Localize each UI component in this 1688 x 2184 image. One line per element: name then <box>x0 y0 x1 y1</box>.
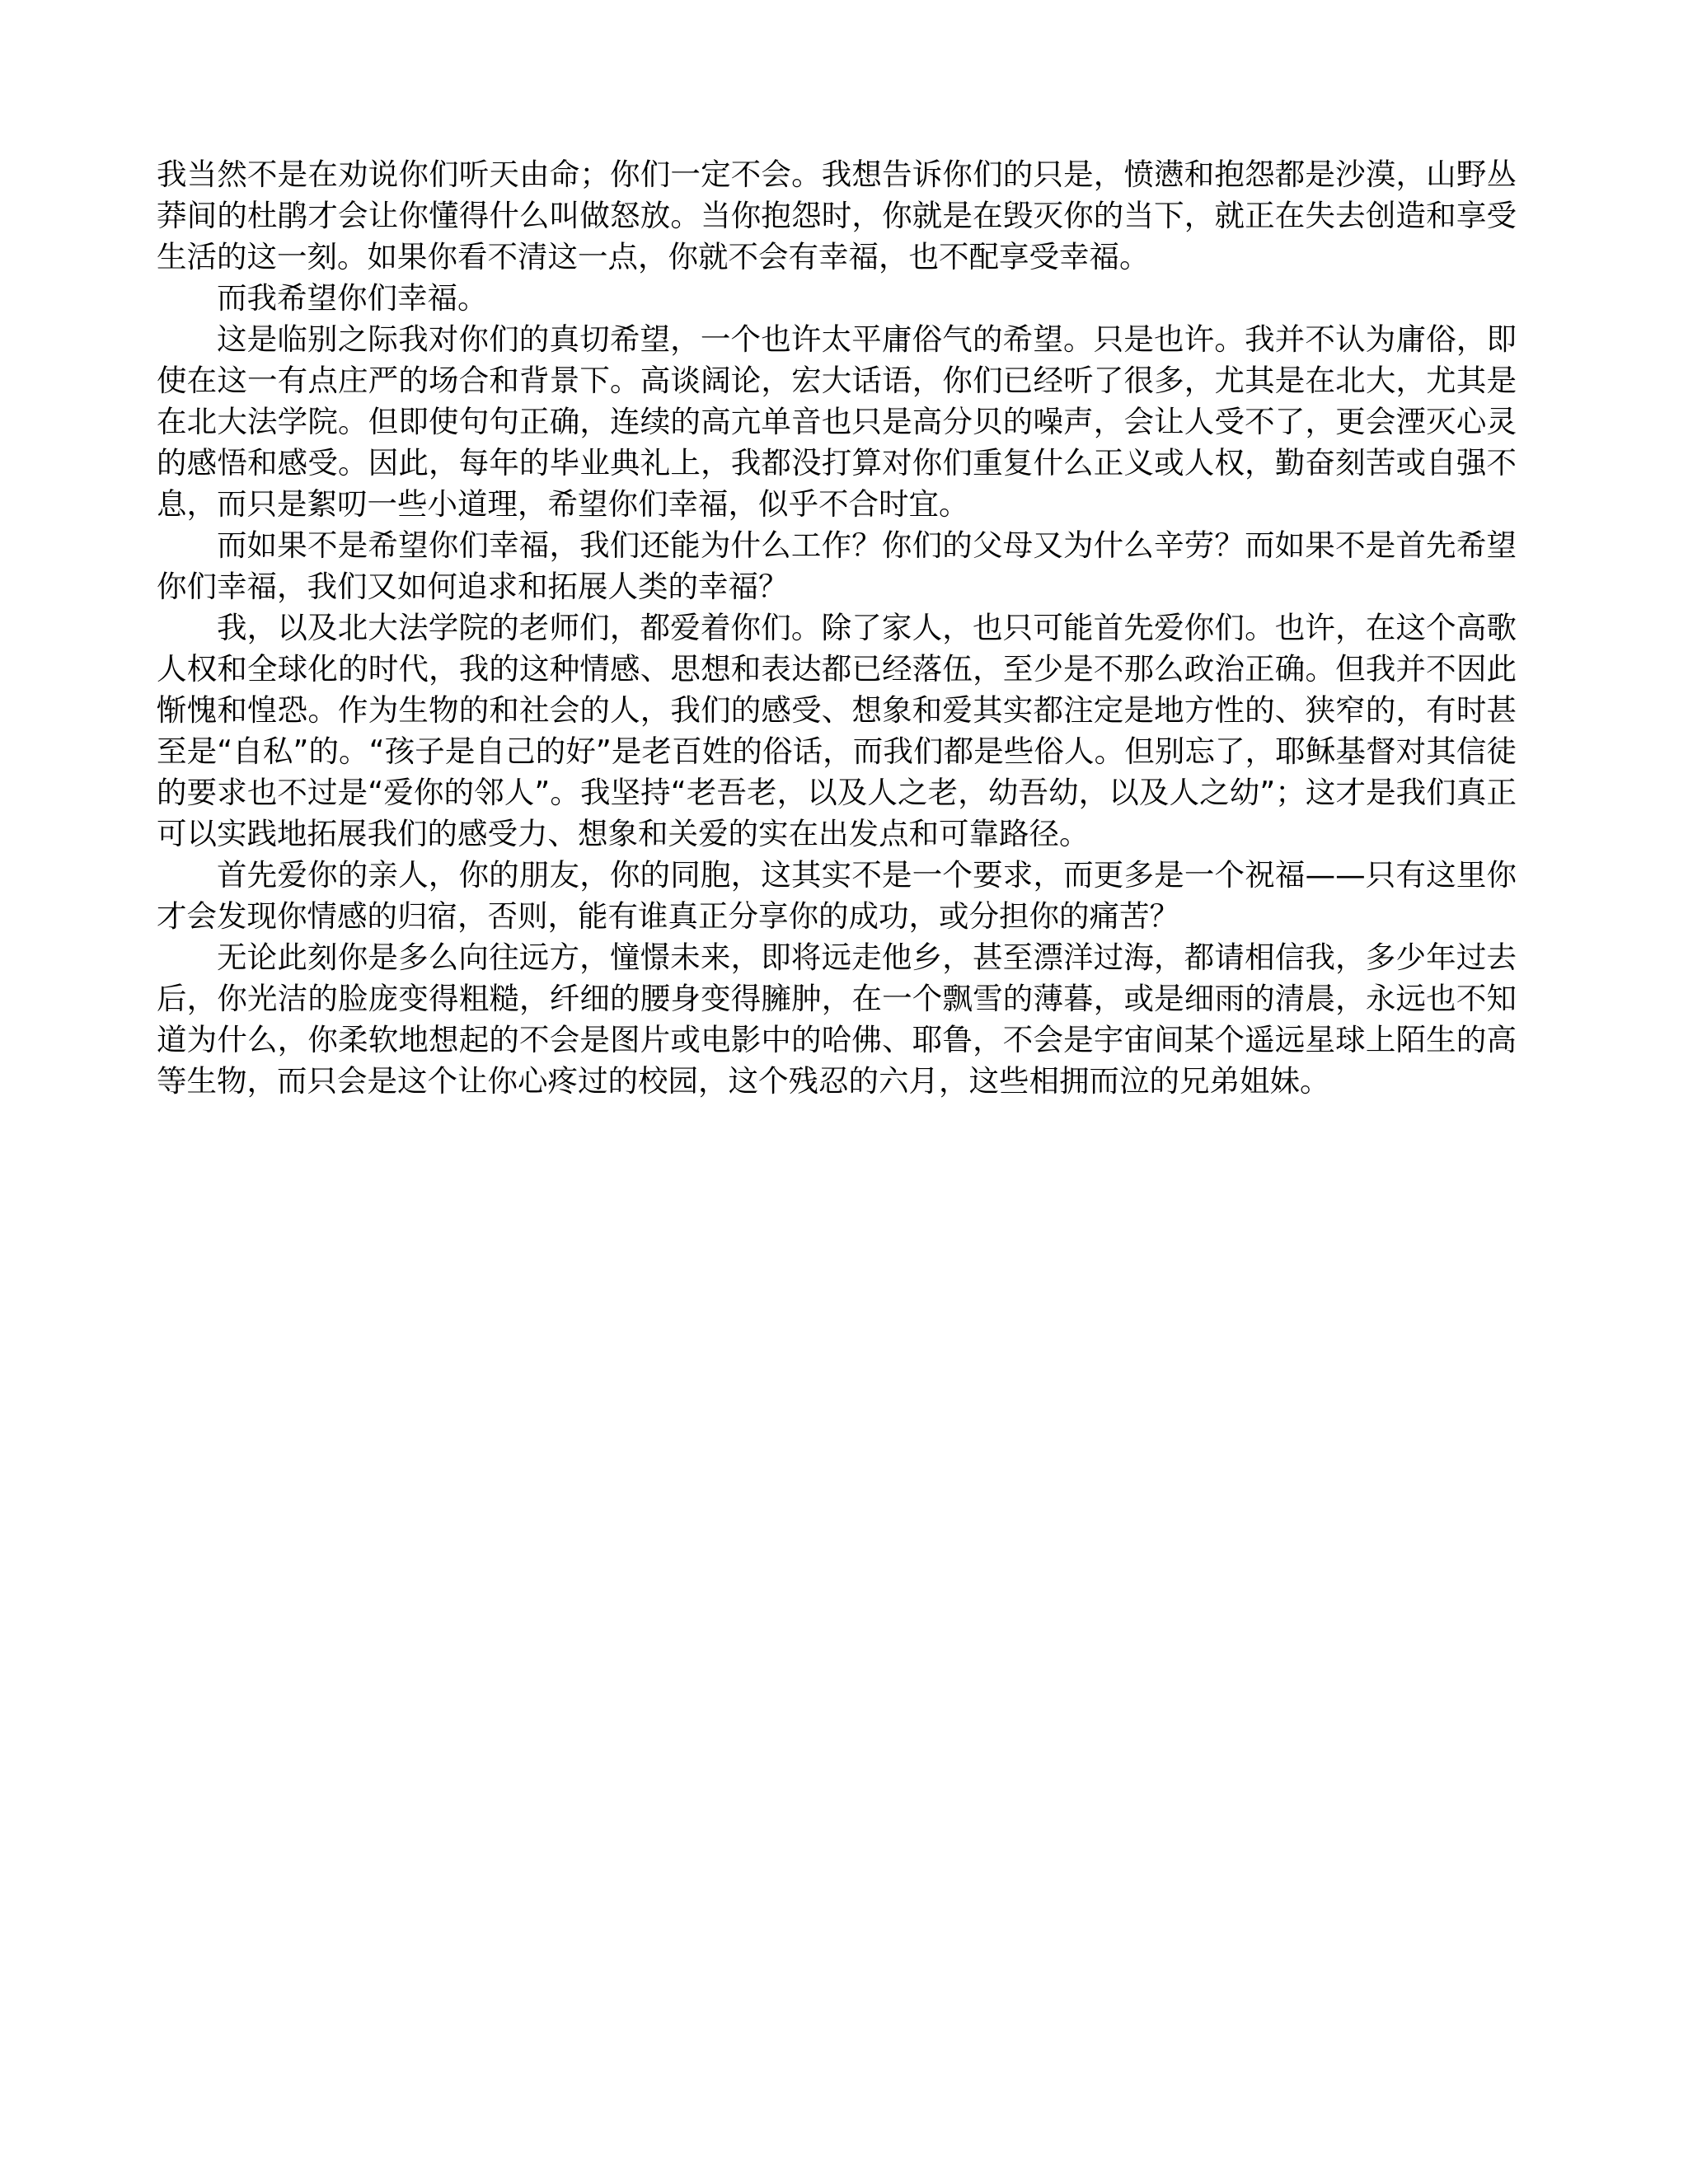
paragraph-5: 我，以及北大法学院的老师们，都爱着你们。除了家人，也只可能首先爱你们。也许，在这个高歌人权和全球化的时代，我的这种情感、思想和表达都已经落伍，至少是不那么政治正确。但我并不因此惭愧和惶恐。作为生物的和社会的人，我们的感受、想象和爱其实都注定是地方性的、狭窄的，有时甚至是“自私”的。“孩子是自己的好”是老百姓的俗话，而我们都是些俗人。但别忘了，耶稣基督对其信徒的要求也不过是“爱你的邻人”。我坚持“老吾老，以及人之老，幼吾幼，以及人之幼”；这才是我们真正可以实践地拓展我们的感受力、想象和关爱的实在出发点和可靠路径。 <box>157 610 1517 851</box>
paragraph-7: 无论此刻你是多么向往远方，憧憬未来，即将远走他乡，甚至漂洋过海，都请相信我，多少年过去后，你光洁的脸庞变得粗糙，纤细的腰身变得臃肿，在一个飘雪的薄暮，或是细雨的清晨，永远也不知道为什么，你柔软地想起的不会是图片或电影中的哈佛、耶鲁，不会是宇宙间某个遥远星球上陌生的高等生物，而只会是这个让你心疼过的校园，这个残忍的六月，这些相拥而泣的兄弟姐妹。 <box>157 940 1517 1099</box>
body-text <box>157 154 1517 1102</box>
paragraph-4: 而如果不是希望你们幸福，我们还能为什么工作？你们的父母又为什么辛劳？而如果不是首先希望你们幸福，我们又如何追求和拓展人类的幸福？ <box>157 527 1517 604</box>
paragraph-2: 而我希望你们幸福。 <box>217 280 488 316</box>
paragraph-3: 这是临别之际我对你们的真切希望，一个也许太平庸俗气的希望。只是也许。我并不认为庸俗，即使在这一有点庄严的场合和背景下。高谈阔论，宏大话语，你们已经听了很多，尤其是在北大，尤其是在北大法学院。但即使句句正确，连续的高亢单音也只是高分贝的噪声，会让人受不了，更会湮灭心灵的感悟和感受。因此，每年的毕业典礼上，我都没打算对你们重复什么正义或人权，勤奋刻苦或自强不息，而只是絮叨一些小道理，希望你们幸福，似乎不合时宜。 <box>157 321 1517 522</box>
paragraph-6: 首先爱你的亲人，你的朋友，你的同胞，这其实不是一个要求，而更多是一个祝福——只有这里你才会发现你情感的归宿，否则，能有谁真正分享你的成功，或分担你的痛苦？ <box>157 857 1517 934</box>
paragraph-1: 我当然不是在劝说你们听天由命；你们一定不会。我想告诉你们的只是，愤懑和抱怨都是沙漠，山野丛莽间的杜鹃才会让你懂得什么叫做怒放。当你抱怨时，你就是在毁灭你的当下，就正在失去创造和享受生活的这一刻。如果你看不清这一点，你就不会有幸福，也不配享受幸福。 <box>157 157 1517 274</box>
